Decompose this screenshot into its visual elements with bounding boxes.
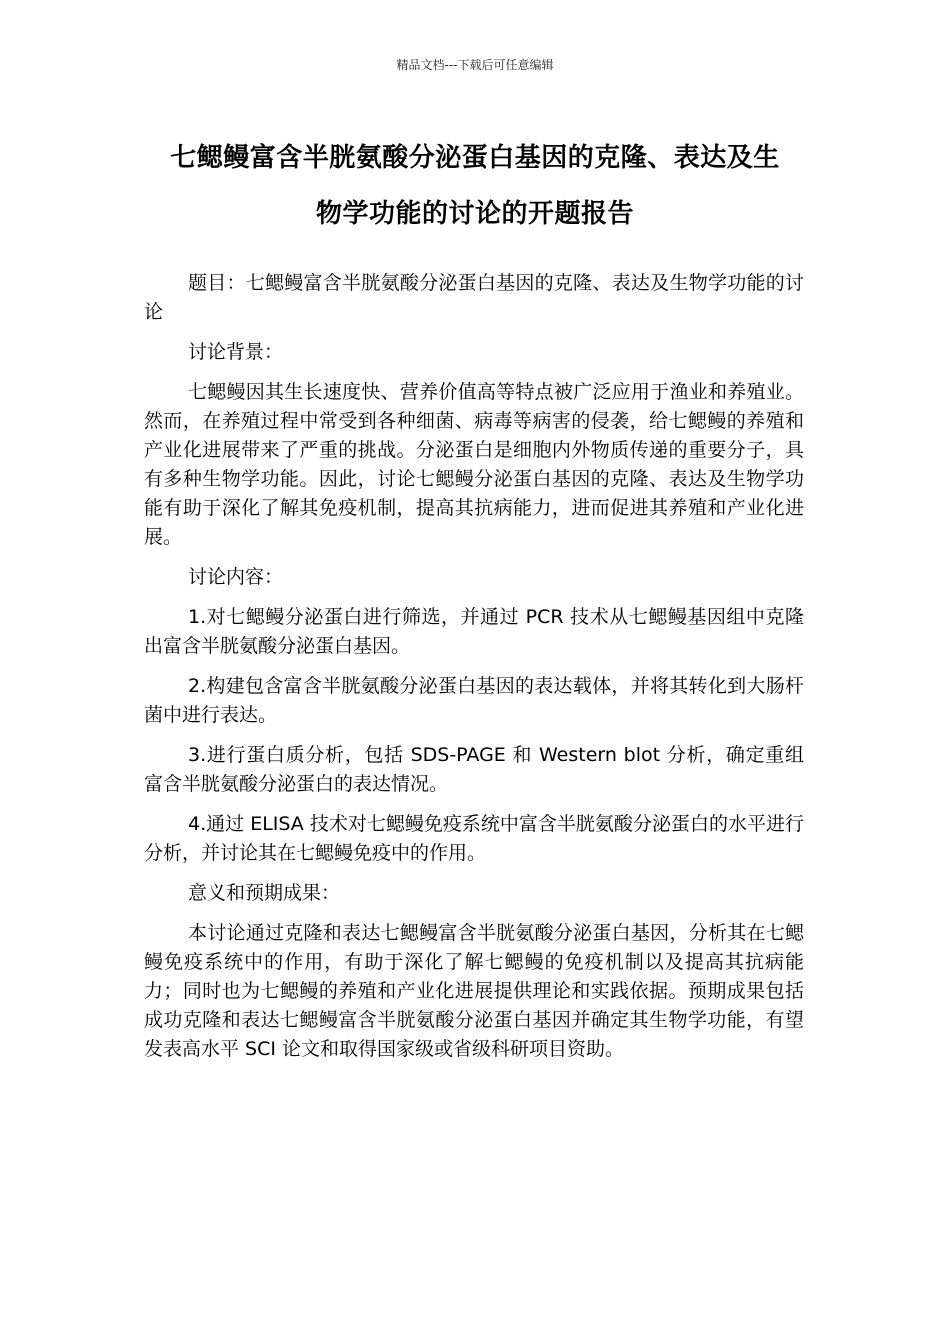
background-heading: 讨论背景： — [188, 341, 284, 363]
title-line-1: 七鳃鳗富含半胱氨酸分泌蛋白基因的克隆、表达及生 — [170, 143, 780, 173]
content-item-1: 1.对七鳃鳗分泌蛋白进行筛选，并通过 PCR 技术从七鳃鳗基因组中克隆出富含半胱氨酸分泌蛋白基因。 — [144, 606, 804, 657]
title-line-2: 物学功能的讨论的开题报告 — [315, 199, 634, 229]
significance-paragraph: 本讨论通过克隆和表达七鳃鳗富含半胱氨酸分泌蛋白基因，分析其在七鳃鳗免疫系统中的作用，有助于深化了解七鳃鳗的免疫机制以及提高其抗病能力；同时也为七鳃鳗的养殖和产业化进展提供理论和实践依据。预期成果包括成功克隆和表达七鳃鳗富含半胱氨酸分泌蛋白基因并确定其生物学功能，有望发表高水平 SCI 论文和取得国家级或省级科研项目资助。 — [144, 922, 804, 1060]
background-paragraph: 七鳃鳗因其生长速度快、营养价值高等特点被广泛应用于渔业和养殖业。然而，在养殖过程中常受到各种细菌、病毒等病害的侵袭，给七鳃鳗的养殖和产业化进展带来了严重的挑战。分泌蛋白是细胞内外物质传递的重要分子，具有多种生物学功能。因此，讨论七鳃鳗分泌蛋白基因的克隆、表达及生物学功能有助于深化了解其免疫机制，提高其抗病能力，进而促进其养殖和产业化进展。 — [144, 381, 804, 548]
page-title — [140, 130, 810, 242]
content-item-3: 3.进行蛋白质分析，包括 SDS-PAGE 和 Western blot 分析，确定重组富含半胱氨酸分泌蛋白的表达情况。 — [144, 744, 804, 795]
content-item-2: 2.构建包含富含半胱氨酸分泌蛋白基因的表达载体，并将其转化到大肠杆菌中进行表达。 — [144, 675, 804, 726]
significance-heading: 意义和预期成果： — [188, 882, 341, 904]
subject-paragraph: 题目：七鳃鳗富含半胱氨酸分泌蛋白基因的克隆、表达及生物学功能的讨论 — [144, 272, 804, 323]
content-heading: 讨论内容： — [188, 566, 284, 588]
content-item-4: 4.通过 ELISA 技术对七鳃鳗免疫系统中富含半胱氨酸分泌蛋白的水平进行分析，并讨论其在七鳃鳗免疫中的作用。 — [144, 813, 804, 864]
document-body — [144, 269, 804, 1075]
header-note: 精品文档---下载后可任意编辑 — [396, 58, 554, 72]
